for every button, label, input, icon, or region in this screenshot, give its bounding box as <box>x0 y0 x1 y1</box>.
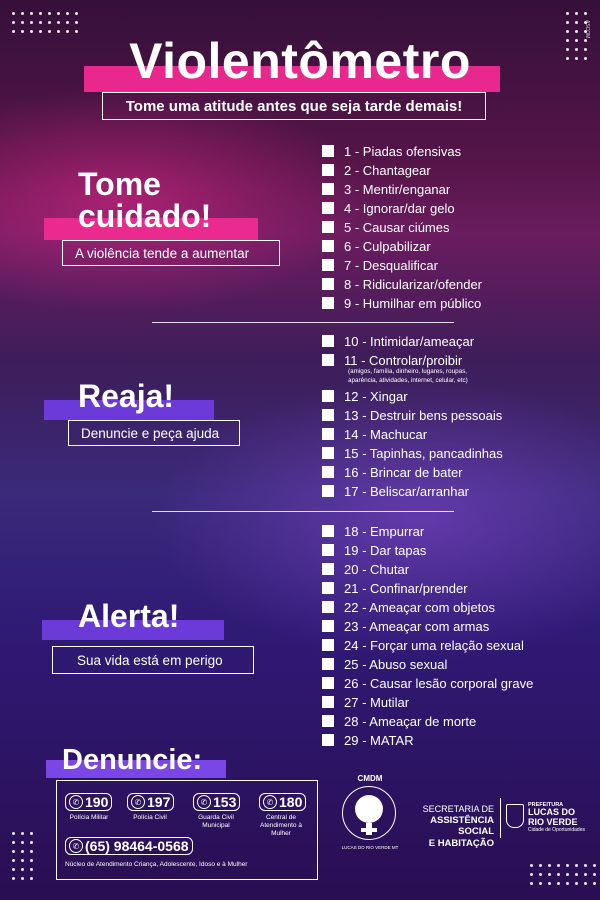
checklist-item[interactable]: 18 - Empurrar <box>322 524 592 543</box>
checklist-item[interactable]: 11 - Controlar/proibir <box>322 353 592 372</box>
phone-main[interactable]: ✆ (65) 98464-0568 <box>65 837 193 855</box>
cmdm-seal-icon <box>342 786 396 840</box>
decorative-dots-bottom-right <box>530 864 596 885</box>
checkbox[interactable] <box>322 183 334 195</box>
phone-icon: ✆ <box>69 839 83 853</box>
phone-190-label: Polícia Militar <box>69 814 109 821</box>
checklist-group-1 <box>322 144 592 315</box>
logo-divider <box>500 798 501 838</box>
checkbox[interactable] <box>322 409 334 421</box>
checkbox[interactable] <box>322 466 334 478</box>
checklist-item[interactable]: 29 - MATAR <box>322 733 592 752</box>
checklist-item[interactable]: 10 - Intimidar/ameaçar <box>322 334 592 353</box>
checklist-item[interactable]: 28 - Ameaçar de morte <box>322 714 592 733</box>
checkbox[interactable] <box>322 240 334 252</box>
checkbox[interactable] <box>322 582 334 594</box>
checklist-item[interactable]: 15 - Tapinhas, pancadinhas <box>322 446 592 465</box>
checkbox[interactable] <box>322 677 334 689</box>
phone-180[interactable]: ✆ 180 <box>259 793 306 811</box>
checkbox[interactable] <box>322 734 334 746</box>
item11-note: (amigos, família, dinheiro, lugares, roupas, aparência, atividades, internet, celular, etc) <box>348 368 468 384</box>
checklist-item[interactable]: 9 - Humilhar em público <box>322 296 592 315</box>
checkbox[interactable] <box>322 620 334 632</box>
checkbox[interactable] <box>322 428 334 440</box>
checklist-item[interactable]: 22 - Ameaçar com objetos <box>322 600 592 619</box>
checkbox[interactable] <box>322 297 334 309</box>
checklist-item[interactable]: 16 - Brincar de bater <box>322 465 592 484</box>
divider-1 <box>152 322 454 323</box>
checklist-item[interactable]: 17 - Beliscar/arranhar <box>322 484 592 503</box>
phone-197-label: Polícia Civil <box>133 814 167 821</box>
checkbox[interactable] <box>322 145 334 157</box>
phone-190[interactable]: ✆ 190 <box>65 793 112 811</box>
prefeitura-logo: PREFEITURA LUCAS DO RIO VERDE Cidade de Oportunidades <box>528 802 585 833</box>
checklist-item[interactable]: 14 - Machucar <box>322 427 592 446</box>
cmdm-caption: LUCAS DO RIO VERDE MT <box>341 845 399 850</box>
phone-icon: ✆ <box>131 795 145 809</box>
checklist-group-2 <box>322 334 592 503</box>
checklist-item[interactable]: 1 - Piadas ofensivas <box>322 144 592 163</box>
ascom-code: ASCOM <box>584 20 590 39</box>
checkbox[interactable] <box>322 696 334 708</box>
checklist-item[interactable]: 6 - Culpabilizar <box>322 239 592 258</box>
phone-197[interactable]: ✆ 197 <box>127 793 174 811</box>
checklist-item[interactable]: 25 - Abuso sexual <box>322 657 592 676</box>
checklist-item[interactable]: 2 - Chantagear <box>322 163 592 182</box>
decorative-dots-top-left <box>12 12 78 33</box>
checkbox[interactable] <box>322 202 334 214</box>
denuncie-title: Denuncie: <box>62 744 203 776</box>
checklist-item[interactable]: 13 - Destruir bens pessoais <box>322 408 592 427</box>
checkbox[interactable] <box>322 658 334 670</box>
checklist-item[interactable]: 20 - Chutar <box>322 562 592 581</box>
checklist-item[interactable]: 26 - Causar lesão corporal grave <box>322 676 592 695</box>
checklist-item[interactable]: 12 - Xingar <box>322 389 592 408</box>
section3-subtitle: Sua vida está em perigo <box>52 646 254 674</box>
phone-main-label: Núcleo de Atendimento Criança, Adolescente, Idoso e à Mulher <box>65 861 248 868</box>
section1-subtitle: A violência tende a aumentar <box>62 240 280 266</box>
section2-subtitle: Denuncie e peça ajuda <box>68 420 240 446</box>
section3-title: Alerta! <box>78 598 180 634</box>
phone-153[interactable]: ✆ 153 <box>193 793 240 811</box>
phone-icon: ✆ <box>197 795 211 809</box>
checkbox[interactable] <box>322 447 334 459</box>
checklist-item[interactable]: 27 - Mutilar <box>322 695 592 714</box>
divider-2 <box>152 511 454 512</box>
checklist-item[interactable]: 19 - Dar tapas <box>322 543 592 562</box>
checkbox[interactable] <box>322 259 334 271</box>
checklist-item[interactable]: 21 - Confinar/prender <box>322 581 592 600</box>
checkbox[interactable] <box>322 715 334 727</box>
checkbox[interactable] <box>322 563 334 575</box>
phone-icon: ✆ <box>69 795 83 809</box>
checkbox[interactable] <box>322 354 334 366</box>
section1-title-line2: cuidado! <box>78 198 212 234</box>
checkbox[interactable] <box>322 544 334 556</box>
checkbox[interactable] <box>322 221 334 233</box>
page-title: Violentômetro <box>129 33 471 89</box>
decorative-dots-bottom-left <box>12 832 33 880</box>
checklist-item[interactable]: 3 - Mentir/enganar <box>322 182 592 201</box>
prefeitura-crest-icon <box>506 804 524 828</box>
phone-180-label: Central de Atendimento à Mulher <box>260 814 302 837</box>
checkbox[interactable] <box>322 485 334 497</box>
checklist-item[interactable]: 23 - Ameaçar com armas <box>322 619 592 638</box>
checklist-group-3 <box>322 524 592 752</box>
cmdm-label: CMDM <box>357 774 383 783</box>
phone-153-label: Guarda Civil Municipal <box>198 814 234 829</box>
checkbox[interactable] <box>322 601 334 613</box>
checkbox[interactable] <box>322 335 334 347</box>
denuncie-box <box>56 780 318 880</box>
checkbox[interactable] <box>322 390 334 402</box>
checklist-item[interactable]: 7 - Desqualificar <box>322 258 592 277</box>
section2-title: Reaja! <box>78 378 175 414</box>
checklist-item[interactable]: 4 - Ignorar/dar gelo <box>322 201 592 220</box>
page-subtitle: Tome uma atitude antes que seja tarde demais! <box>102 92 486 120</box>
checklist-item[interactable]: 8 - Ridicularizar/ofender <box>322 277 592 296</box>
checklist-item[interactable]: 24 - Forçar uma relação sexual <box>322 638 592 657</box>
checkbox[interactable] <box>322 164 334 176</box>
checklist-item[interactable]: 5 - Causar ciúmes <box>322 220 592 239</box>
checkbox[interactable] <box>322 639 334 651</box>
checkbox[interactable] <box>322 525 334 537</box>
checkbox[interactable] <box>322 278 334 290</box>
section1-title-line1: Tome <box>78 166 161 202</box>
secretaria-logo: SECRETARIA DE ASSISTÊNCIA SOCIAL E HABITAÇÃO <box>422 804 494 849</box>
phone-icon: ✆ <box>263 795 277 809</box>
